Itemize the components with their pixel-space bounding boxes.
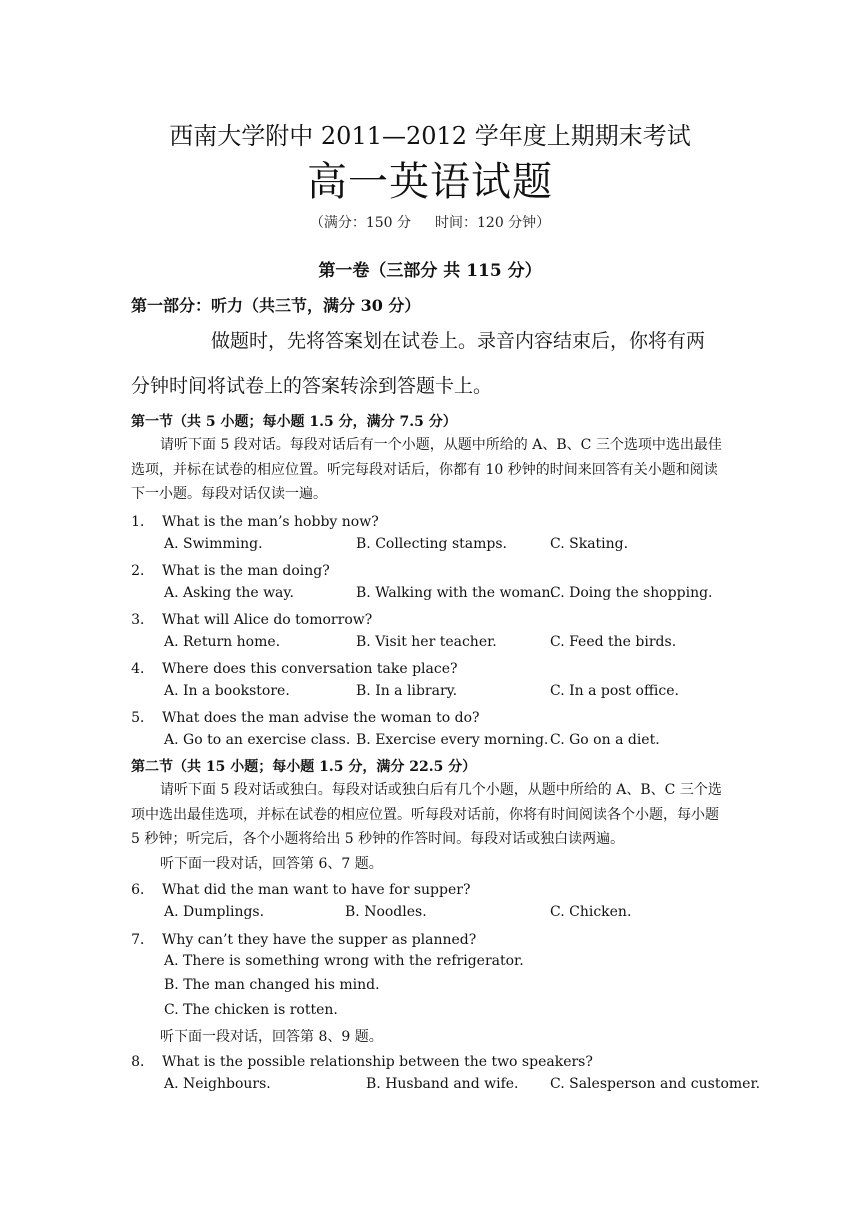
q2-option-b[interactable]: B. Walking with the woman. — [356, 585, 556, 601]
question-text: What is the man’s hobby now? — [162, 514, 379, 530]
q6-option-c[interactable]: C. Chicken. — [550, 904, 632, 920]
question-text: What is the possible relationship between the two speakers? — [162, 1054, 593, 1070]
question-number: 4． — [131, 661, 154, 677]
q4-option-b[interactable]: B. In a library. — [356, 683, 458, 699]
q5-option-b[interactable]: B. Exercise every morning. — [356, 732, 549, 748]
q1-option-a[interactable]: A. Swimming. — [164, 536, 263, 552]
q6-option-b[interactable]: B. Noodles. — [345, 904, 427, 920]
q1-option-b[interactable]: B. Collecting stamps. — [356, 536, 507, 552]
q5-option-c[interactable]: C. Go on a diet. — [550, 732, 660, 748]
q4-option-a[interactable]: A. In a bookstore. — [164, 683, 290, 699]
part1-title: 第一部分：听力（共三节，满分 30 分） — [131, 296, 421, 315]
q3-option-c[interactable]: C. Feed the birds. — [550, 634, 677, 650]
part1-instruction-line2: 分钟时间将试卷上的答案转涂到答题卡上。 — [131, 375, 493, 397]
question-text: Where does this conversation take place? — [162, 661, 458, 677]
question-number: 1． — [131, 514, 154, 530]
question-6 — [126, 879, 470, 899]
question-1 — [126, 511, 379, 531]
section2-title: 第二节（共 15 小题；每小题 1.5 分，满分 22.5 分） — [131, 759, 477, 775]
question-number: 8． — [131, 1054, 154, 1070]
q8-option-a[interactable]: A. Neighbours. — [164, 1076, 271, 1092]
question-number: 3． — [131, 612, 154, 628]
section2-instruction: 请听下面 5 段对话或独白。每段对话或独白后有几个小题，从题中所给的 A、B、C 三个选项中选出最佳选项，并标在试卷的相应位置。听每段对话前，你将有时间阅读各个小题，每小题 5 秒钟；听完后，各个小题将给出 5 秒钟的作答时间。每段对话或独白读两遍。 — [131, 782, 722, 847]
section1-title: 第一节（共 5 小题；每小题 1.5 分，满分 7.5 分） — [131, 414, 457, 430]
question-text: Why can’t they have the supper as planned? — [162, 932, 477, 948]
question-text: What is the man doing? — [162, 563, 330, 579]
q3-option-b[interactable]: B. Visit her teacher. — [356, 634, 497, 650]
q2-option-c[interactable]: C. Doing the shopping. — [550, 585, 713, 601]
q8-option-c[interactable]: C. Salesperson and customer. — [550, 1076, 761, 1092]
q7-option-b[interactable]: B. The man changed his mind. — [164, 977, 380, 993]
exam-title: 高一英语试题 — [307, 159, 553, 205]
question-2 — [126, 560, 330, 580]
q3-option-a[interactable]: A. Return home. — [164, 634, 281, 650]
q4-option-c[interactable]: C. In a post office. — [550, 683, 679, 699]
question-number: 2． — [131, 563, 154, 579]
exam-time: 时间：120 分钟） — [435, 215, 551, 231]
question-number: 7． — [131, 932, 154, 948]
q1-option-c[interactable]: C. Skating. — [550, 536, 629, 552]
full-marks: （满分：150 分 — [309, 215, 411, 231]
part1-instruction-line1: 做题时，先将答案划在试卷上。录音内容结束后，你将有两 — [211, 330, 706, 352]
q7-option-a[interactable]: A. There is something wrong with the refrigerator. — [164, 953, 524, 969]
question-7 — [126, 929, 476, 949]
question-3 — [126, 609, 372, 629]
group1-note: 听下面一段对话，回答第 6、7 题。 — [160, 856, 383, 872]
question-text: What did the man want to have for supper? — [162, 882, 471, 898]
section1-instruction: 请听下面 5 段对话。每段对话后有一个小题，从题中所给的 A、B、C 三个选项中选出最佳选项，并标在试卷的相应位置。听完每段对话后，你都有 10 秒钟的时间来回答有关小题和阅读下一小题。每段对话仅读一遍。 — [131, 437, 722, 502]
q8-option-b[interactable]: B. Husband and wife. — [366, 1076, 519, 1092]
q7-option-c[interactable]: C. The chicken is rotten. — [164, 1002, 338, 1018]
question-8 — [126, 1051, 593, 1071]
question-number: 6． — [131, 882, 154, 898]
question-text: What will Alice do tomorrow? — [162, 612, 373, 628]
q6-option-a[interactable]: A. Dumplings. — [164, 904, 265, 920]
exam-meta — [0, 212, 860, 232]
question-text: What does the man advise the woman to do? — [162, 710, 480, 726]
question-5 — [126, 707, 480, 727]
volume-heading: 第一卷（三部分 共 115 分） — [318, 261, 542, 281]
question-4 — [126, 658, 458, 678]
group2-note: 听下面一段对话，回答第 8、9 题。 — [160, 1029, 383, 1045]
q2-option-a[interactable]: A. Asking the way. — [164, 585, 294, 601]
q5-option-a[interactable]: A. Go to an exercise class. — [164, 732, 351, 748]
question-number: 5． — [131, 710, 154, 726]
school-exam-line: 西南大学附中 2011—2012 学年度上期期末考试 — [169, 122, 691, 150]
